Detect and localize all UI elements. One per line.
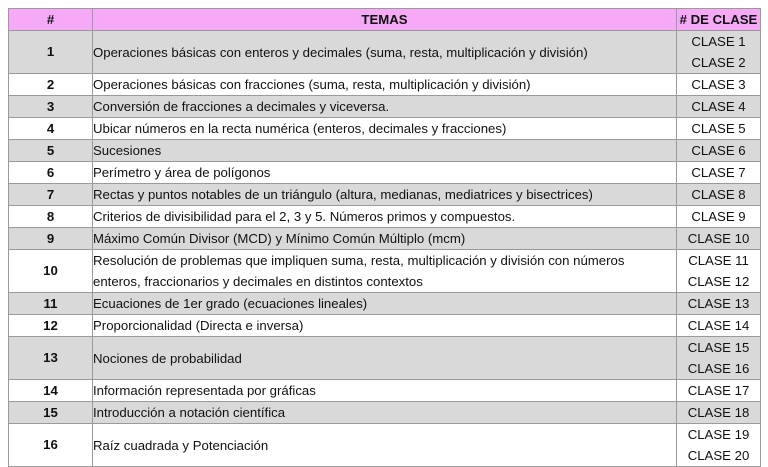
table-row bbox=[9, 74, 761, 96]
row-number: 5 bbox=[9, 140, 93, 162]
topic-cell bbox=[93, 31, 677, 74]
class-label: CLASE 20 bbox=[687, 448, 750, 463]
class-cell bbox=[677, 184, 761, 206]
row-number: 4 bbox=[9, 118, 93, 140]
row-number: 11 bbox=[9, 293, 93, 315]
table-row bbox=[9, 315, 761, 337]
topic-text: Máximo Común Divisor (MCD) y Mínimo Común Múltiplo (mcm) bbox=[93, 231, 466, 246]
table-row bbox=[9, 31, 761, 74]
topic-cell bbox=[93, 162, 677, 184]
topic-text: Criterios de divisibilidad para el 2, 3 y 5. Números primos y compuestos. bbox=[93, 209, 516, 224]
table-row bbox=[9, 337, 761, 380]
topic-text: Operaciones básicas con fracciones (suma, resta, multiplicación y división) bbox=[93, 77, 531, 92]
row-number: 3 bbox=[9, 96, 93, 118]
topic-cell bbox=[93, 140, 677, 162]
topic-text: Ecuaciones de 1er grado (ecuaciones lineales) bbox=[93, 296, 368, 311]
row-number: 12 bbox=[9, 315, 93, 337]
class-cell bbox=[677, 293, 761, 315]
header-tema: TEMAS bbox=[93, 9, 677, 31]
topic-text: Sucesiones bbox=[93, 143, 162, 158]
table-row bbox=[9, 140, 761, 162]
topic-text: Resolución de problemas que impliquen suma, resta, multiplicación y división con números bbox=[93, 253, 625, 268]
row-number: 8 bbox=[9, 206, 93, 228]
table-row bbox=[9, 424, 761, 467]
class-cell bbox=[677, 206, 761, 228]
table-row bbox=[9, 118, 761, 140]
class-label: CLASE 10 bbox=[687, 231, 750, 246]
row-number: 16 bbox=[9, 424, 93, 467]
topic-text: Ubicar números en la recta numérica (enteros, decimales y fracciones) bbox=[93, 121, 507, 136]
class-label: CLASE 12 bbox=[687, 274, 750, 289]
class-label: CLASE 13 bbox=[687, 296, 750, 311]
row-number: 6 bbox=[9, 162, 93, 184]
class-cell bbox=[677, 337, 761, 380]
syllabus-table bbox=[8, 8, 761, 467]
class-cell bbox=[677, 162, 761, 184]
table-row bbox=[9, 206, 761, 228]
class-label: CLASE 1 bbox=[691, 34, 746, 49]
row-number: 1 bbox=[9, 31, 93, 74]
topic-text: Perímetro y área de polígonos bbox=[93, 165, 271, 180]
syllabus-body bbox=[9, 31, 761, 467]
class-label: CLASE 8 bbox=[691, 187, 746, 202]
table-row bbox=[9, 162, 761, 184]
class-label: CLASE 6 bbox=[691, 143, 746, 158]
row-number: 2 bbox=[9, 74, 93, 96]
topic-cell bbox=[93, 380, 677, 402]
class-label: CLASE 14 bbox=[687, 318, 750, 333]
topic-text: enteros, fraccionarios y decimales en distintos contextos bbox=[93, 274, 423, 289]
header-clase: # DE CLASE bbox=[677, 9, 761, 31]
row-number: 15 bbox=[9, 402, 93, 424]
topic-text: Raíz cuadrada y Potenciación bbox=[93, 437, 269, 453]
row-number: 9 bbox=[9, 228, 93, 250]
class-label: CLASE 19 bbox=[687, 427, 750, 442]
class-label: CLASE 18 bbox=[687, 405, 750, 420]
topic-text: Conversión de fracciones a decimales y viceversa. bbox=[93, 99, 390, 114]
row-number: 10 bbox=[9, 250, 93, 293]
class-label: CLASE 5 bbox=[691, 121, 746, 136]
topic-cell bbox=[93, 228, 677, 250]
topic-cell bbox=[93, 118, 677, 140]
table-row bbox=[9, 228, 761, 250]
topic-cell bbox=[93, 315, 677, 337]
topic-cell bbox=[93, 250, 677, 293]
topic-cell bbox=[93, 184, 677, 206]
topic-text: Información representada por gráficas bbox=[93, 383, 316, 398]
table-row bbox=[9, 96, 761, 118]
topic-cell bbox=[93, 337, 677, 380]
class-cell bbox=[677, 74, 761, 96]
class-label: CLASE 4 bbox=[691, 99, 746, 114]
topic-text: Proporcionalidad (Directa e inversa) bbox=[93, 318, 304, 333]
row-number: 13 bbox=[9, 337, 93, 380]
topic-cell bbox=[93, 293, 677, 315]
class-label: CLASE 17 bbox=[687, 383, 750, 398]
class-cell bbox=[677, 315, 761, 337]
class-cell bbox=[677, 118, 761, 140]
topic-text: Rectas y puntos notables de un triángulo (altura, medianas, mediatrices y bisectrices) bbox=[93, 187, 593, 202]
table-row bbox=[9, 184, 761, 206]
header-num: # bbox=[9, 9, 93, 31]
class-cell bbox=[677, 380, 761, 402]
row-number: 14 bbox=[9, 380, 93, 402]
class-cell bbox=[677, 250, 761, 293]
class-label: CLASE 7 bbox=[691, 165, 746, 180]
class-cell bbox=[677, 228, 761, 250]
topic-cell bbox=[93, 74, 677, 96]
table-row bbox=[9, 380, 761, 402]
class-label: CLASE 2 bbox=[691, 55, 746, 70]
class-cell bbox=[677, 402, 761, 424]
class-cell bbox=[677, 96, 761, 118]
topic-cell bbox=[93, 96, 677, 118]
topic-text: Nociones de probabilidad bbox=[93, 350, 242, 366]
table-row bbox=[9, 293, 761, 315]
class-label: CLASE 9 bbox=[691, 209, 746, 224]
class-label: CLASE 3 bbox=[691, 77, 746, 92]
class-cell bbox=[677, 140, 761, 162]
topic-cell bbox=[93, 206, 677, 228]
class-cell bbox=[677, 424, 761, 467]
header-row bbox=[9, 9, 761, 31]
class-cell bbox=[677, 31, 761, 74]
topic-text: Operaciones básicas con enteros y decimales (suma, resta, multiplicación y división) bbox=[93, 44, 588, 60]
topic-cell bbox=[93, 424, 677, 467]
class-label: CLASE 16 bbox=[687, 361, 750, 376]
topic-cell bbox=[93, 402, 677, 424]
topic-text: Introducción a notación científica bbox=[93, 405, 286, 420]
class-label: CLASE 15 bbox=[687, 340, 750, 355]
table-row bbox=[9, 250, 761, 293]
row-number: 7 bbox=[9, 184, 93, 206]
class-label: CLASE 11 bbox=[688, 253, 749, 268]
table-row bbox=[9, 402, 761, 424]
